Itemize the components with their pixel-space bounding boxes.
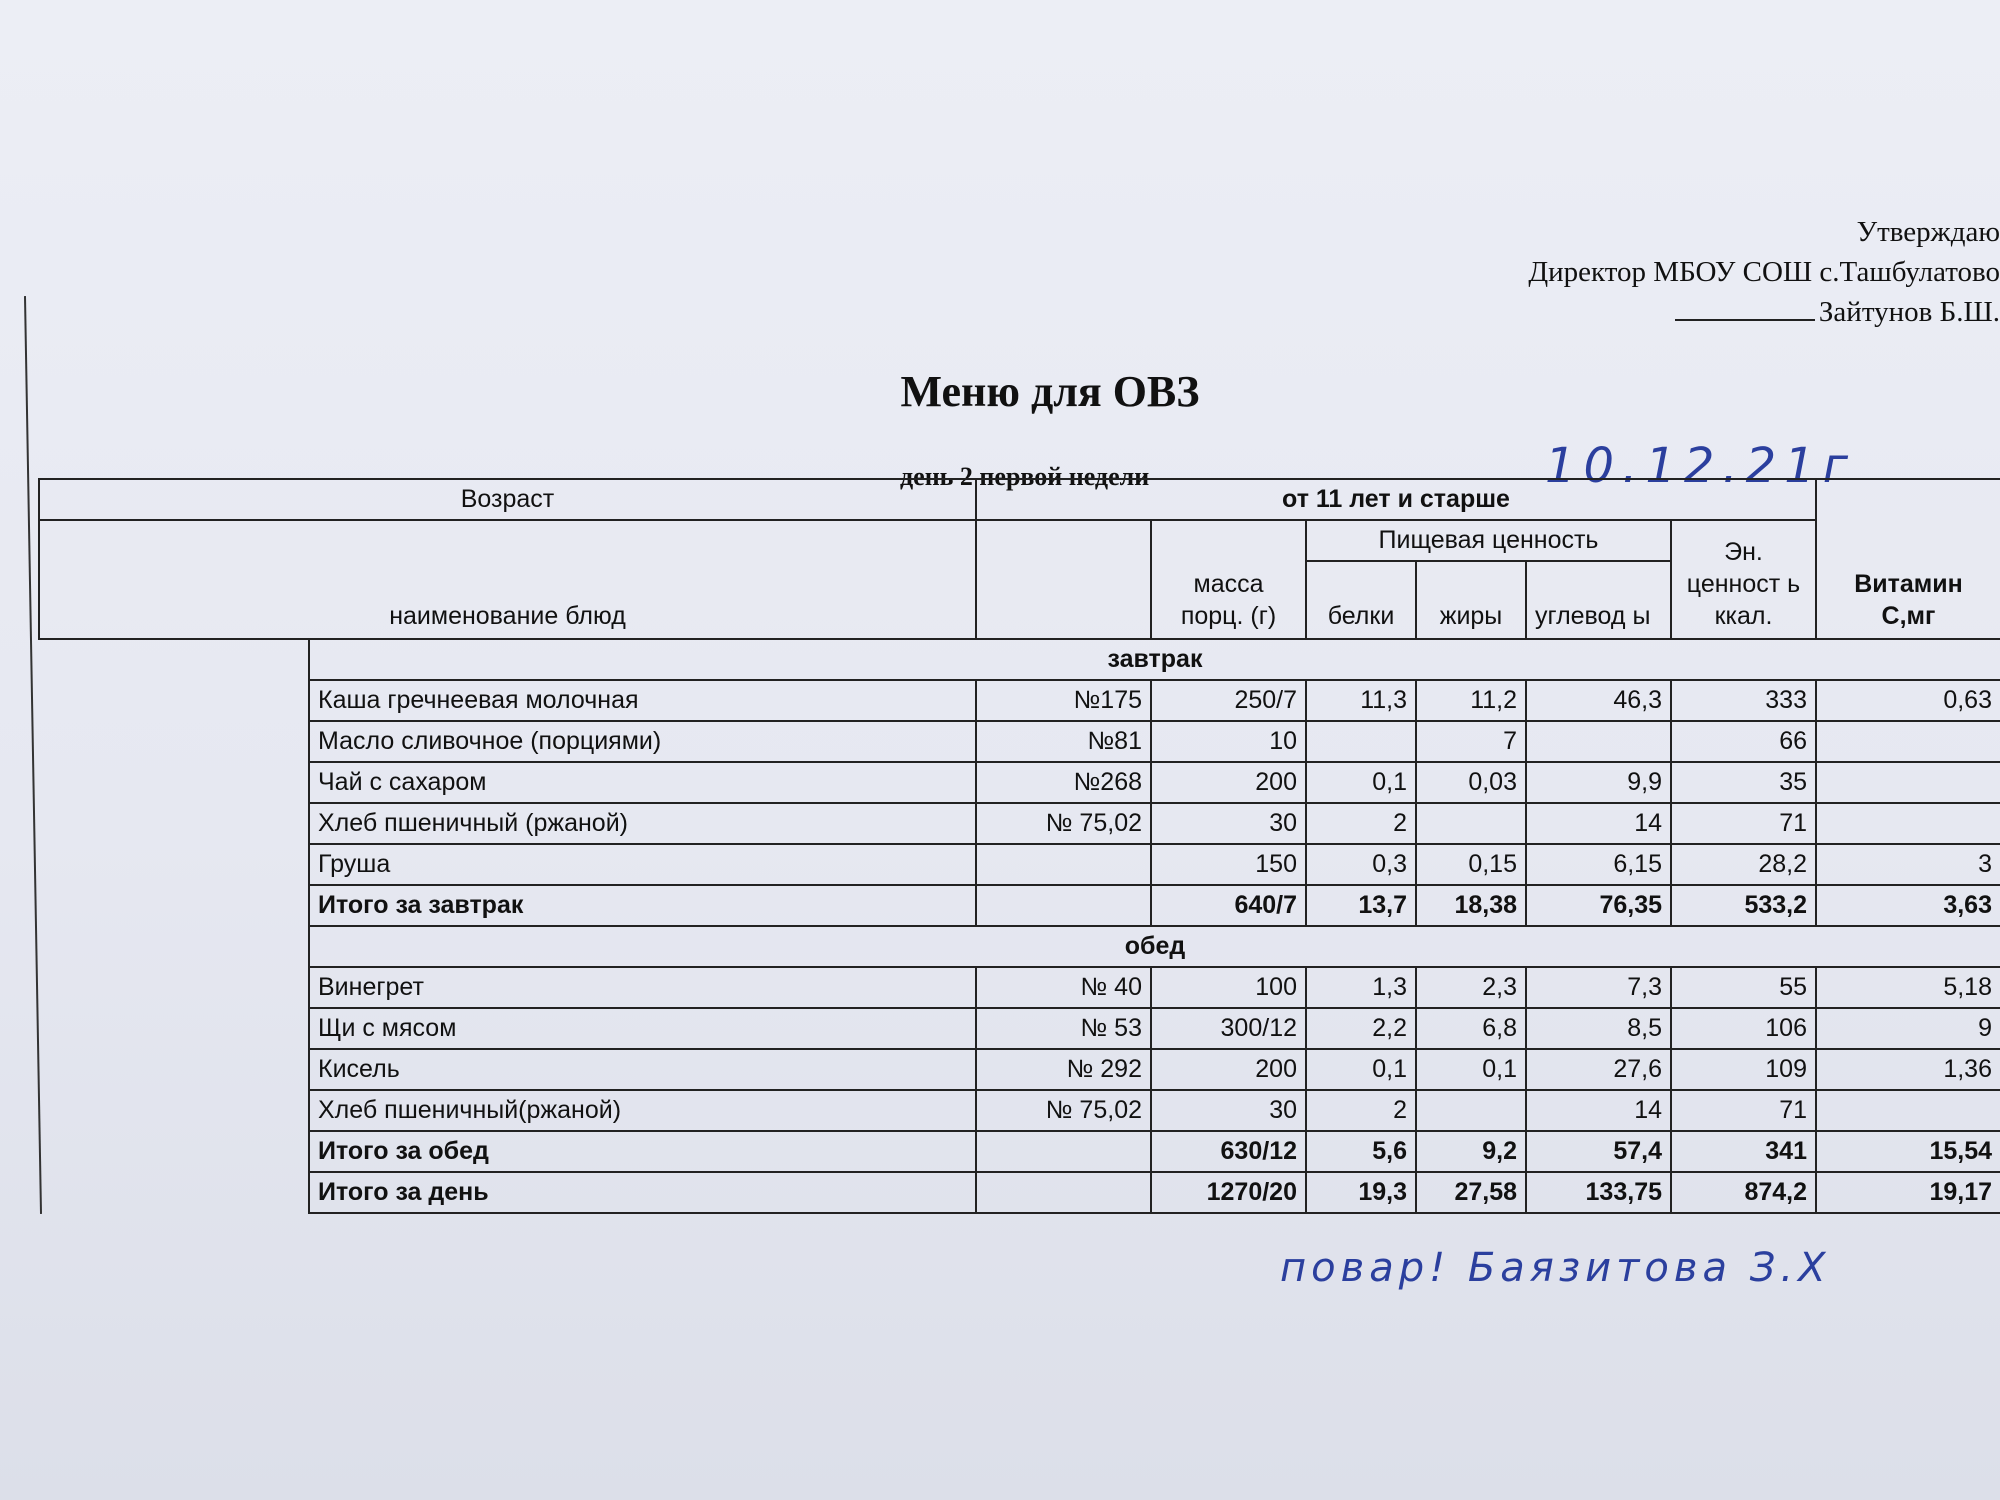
cell-mass: 630/12: [1151, 1131, 1306, 1172]
header-row-age: [39, 479, 2000, 520]
row-left-blank: [39, 967, 309, 1008]
cell-recipe: №268: [976, 762, 1151, 803]
dish-name: Чай с сахаром: [309, 762, 976, 803]
cell-mass: 300/12: [1151, 1008, 1306, 1049]
row-left-blank: [39, 762, 309, 803]
cell-protein: 19,3: [1306, 1172, 1416, 1213]
document-title: Меню для ОВЗ: [900, 367, 1200, 416]
cell-mass: 250/7: [1151, 680, 1306, 721]
header-carb: углевод ы: [1526, 561, 1671, 639]
menu-table: [38, 478, 2000, 1214]
table-row: [39, 803, 2000, 844]
cell-vitc: [1816, 803, 2000, 844]
cell-vitc: 9: [1816, 1008, 2000, 1049]
cell-vitc: [1816, 1090, 2000, 1131]
cell-protein: 0,1: [1306, 1049, 1416, 1090]
cell-recipe: № 75,02: [976, 1090, 1151, 1131]
row-left-blank: [39, 926, 309, 967]
cell-mass: 150: [1151, 844, 1306, 885]
cell-fat: 9,2: [1416, 1131, 1526, 1172]
header-nutrition: Пищевая ценность: [1306, 520, 1671, 561]
cell-recipe: №175: [976, 680, 1151, 721]
table-row: [39, 680, 2000, 721]
cell-protein: 0,1: [1306, 762, 1416, 803]
cell-mass: 30: [1151, 803, 1306, 844]
cell-vitc: [1816, 721, 2000, 762]
cell-energy: 109: [1671, 1049, 1816, 1090]
dish-name: Кисель: [309, 1049, 976, 1090]
cell-protein: [1306, 721, 1416, 762]
cell-mass: 100: [1151, 967, 1306, 1008]
cell-carb: 8,5: [1526, 1008, 1671, 1049]
cell-vitc: 5,18: [1816, 967, 2000, 1008]
table-row: [39, 1049, 2000, 1090]
cell-recipe: [976, 844, 1151, 885]
table-row: [39, 844, 2000, 885]
cell-fat: 0,1: [1416, 1049, 1526, 1090]
cell-recipe: [976, 1172, 1151, 1213]
cell-recipe: № 53: [976, 1008, 1151, 1049]
header-fat: жиры: [1416, 561, 1526, 639]
cell-fat: 11,2: [1416, 680, 1526, 721]
header-age-value: от 11 лет и старше: [976, 479, 1816, 520]
cell-energy: 71: [1671, 803, 1816, 844]
cell-energy: 533,2: [1671, 885, 1816, 926]
cell-energy: 333: [1671, 680, 1816, 721]
cell-mass: 200: [1151, 762, 1306, 803]
cell-energy: 71: [1671, 1090, 1816, 1131]
row-left-blank: [39, 680, 309, 721]
cell-mass: 30: [1151, 1090, 1306, 1131]
cell-mass: 200: [1151, 1049, 1306, 1090]
cell-mass: 640/7: [1151, 885, 1306, 926]
row-left-blank: [39, 885, 309, 926]
table-row: [39, 967, 2000, 1008]
cell-fat: [1416, 803, 1526, 844]
cell-vitc: 19,17: [1816, 1172, 2000, 1213]
total-row: [39, 1131, 2000, 1172]
cell-energy: 28,2: [1671, 844, 1816, 885]
table-row: [39, 721, 2000, 762]
cell-energy: 66: [1671, 721, 1816, 762]
row-left-blank: [39, 844, 309, 885]
cell-fat: [1416, 1090, 1526, 1131]
cell-fat: 0,15: [1416, 844, 1526, 885]
cell-carb: 76,35: [1526, 885, 1671, 926]
section-row: [39, 926, 2000, 967]
cell-fat: 7: [1416, 721, 1526, 762]
row-left-blank: [39, 803, 309, 844]
cell-protein: 1,3: [1306, 967, 1416, 1008]
cell-protein: 2: [1306, 803, 1416, 844]
approval-signature-row: [1440, 292, 2000, 332]
handwritten-signature: повар! Баязитова З.Х: [1280, 1245, 1831, 1291]
cell-carb: 6,15: [1526, 844, 1671, 885]
cell-carb: 9,9: [1526, 762, 1671, 803]
cell-carb: [1526, 721, 1671, 762]
total-label: Итого за завтрак: [309, 885, 976, 926]
cell-recipe: №81: [976, 721, 1151, 762]
cell-recipe: № 40: [976, 967, 1151, 1008]
handwritten-date: 10.12.21г: [1545, 438, 1856, 494]
header-age-label: Возраст: [39, 479, 976, 520]
cell-carb: 14: [1526, 803, 1671, 844]
cell-vitc: 3,63: [1816, 885, 2000, 926]
cell-recipe: № 75,02: [976, 803, 1151, 844]
cell-recipe: № 292: [976, 1049, 1151, 1090]
cell-vitc: 0,63: [1816, 680, 2000, 721]
row-left-blank: [39, 1008, 309, 1049]
header-dish-label: наименование блюд: [39, 520, 976, 639]
header-mass: масса порц. (г): [1151, 520, 1306, 639]
cell-carb: 46,3: [1526, 680, 1671, 721]
cell-protein: 11,3: [1306, 680, 1416, 721]
header-row-nutrition: [39, 520, 2000, 561]
cell-recipe: [976, 885, 1151, 926]
document-subtitle: день 2 первой недели: [900, 462, 1150, 491]
dish-name: Груша: [309, 844, 976, 885]
cell-mass: 10: [1151, 721, 1306, 762]
cell-fat: 18,38: [1416, 885, 1526, 926]
cell-protein: 13,7: [1306, 885, 1416, 926]
row-left-blank: [39, 639, 309, 680]
total-label: Итого за день: [309, 1172, 976, 1213]
cell-vitc: [1816, 762, 2000, 803]
cell-vitc: 3: [1816, 844, 2000, 885]
total-row: [39, 1172, 2000, 1213]
row-left-blank: [39, 721, 309, 762]
cell-protein: 2,2: [1306, 1008, 1416, 1049]
cell-fat: 27,58: [1416, 1172, 1526, 1213]
approval-line-2: Директор МБОУ СОШ с.Ташбулатово: [1528, 256, 2000, 288]
table-row: [39, 1090, 2000, 1131]
row-left-blank: [39, 1049, 309, 1090]
section-title: завтрак: [309, 639, 2000, 680]
header-vitamin: Витамин С,мг: [1816, 479, 2000, 639]
cell-fat: 6,8: [1416, 1008, 1526, 1049]
cell-carb: 27,6: [1526, 1049, 1671, 1090]
table-row: [39, 762, 2000, 803]
cell-fat: 2,3: [1416, 967, 1526, 1008]
cell-mass: 1270/20: [1151, 1172, 1306, 1213]
table-row: [39, 1008, 2000, 1049]
row-left-blank: [39, 1172, 309, 1213]
cell-energy: 55: [1671, 967, 1816, 1008]
dish-name: Винегрет: [309, 967, 976, 1008]
header-protein: белки: [1306, 561, 1416, 639]
approval-block: [1440, 212, 2000, 332]
dish-name: Щи с мясом: [309, 1008, 976, 1049]
row-left-blank: [39, 1131, 309, 1172]
total-row: [39, 885, 2000, 926]
cell-protein: 5,6: [1306, 1131, 1416, 1172]
cell-energy: 106: [1671, 1008, 1816, 1049]
row-left-blank: [39, 1090, 309, 1131]
cell-recipe: [976, 1131, 1151, 1172]
total-label: Итого за обед: [309, 1131, 976, 1172]
cell-fat: 0,03: [1416, 762, 1526, 803]
cell-protein: 0,3: [1306, 844, 1416, 885]
cell-vitc: 1,36: [1816, 1049, 2000, 1090]
cell-carb: 14: [1526, 1090, 1671, 1131]
signature-line: [1675, 297, 1815, 321]
section-row: [39, 639, 2000, 680]
cell-protein: 2: [1306, 1090, 1416, 1131]
dish-name: Каша гречнеевая молочная: [309, 680, 976, 721]
cell-carb: 133,75: [1526, 1172, 1671, 1213]
cell-vitc: 15,54: [1816, 1131, 2000, 1172]
header-recipe-blank: [976, 520, 1151, 639]
cell-carb: 57,4: [1526, 1131, 1671, 1172]
approval-line-1: Утверждаю: [1856, 216, 2000, 248]
section-title: обед: [309, 926, 2000, 967]
cell-energy: 341: [1671, 1131, 1816, 1172]
menu-table-body: [39, 479, 2000, 1213]
dish-name: Хлеб пшеничный (ржаной): [309, 803, 976, 844]
approval-line-3: Зайтунов Б.Ш.: [1818, 296, 2000, 328]
dish-name: Масло сливочное (порциями): [309, 721, 976, 762]
cell-energy: 35: [1671, 762, 1816, 803]
cell-carb: 7,3: [1526, 967, 1671, 1008]
header-energy: Эн. ценност ь ккал.: [1671, 520, 1816, 639]
cell-energy: 874,2: [1671, 1172, 1816, 1213]
dish-name: Хлеб пшеничный(ржаной): [309, 1090, 976, 1131]
